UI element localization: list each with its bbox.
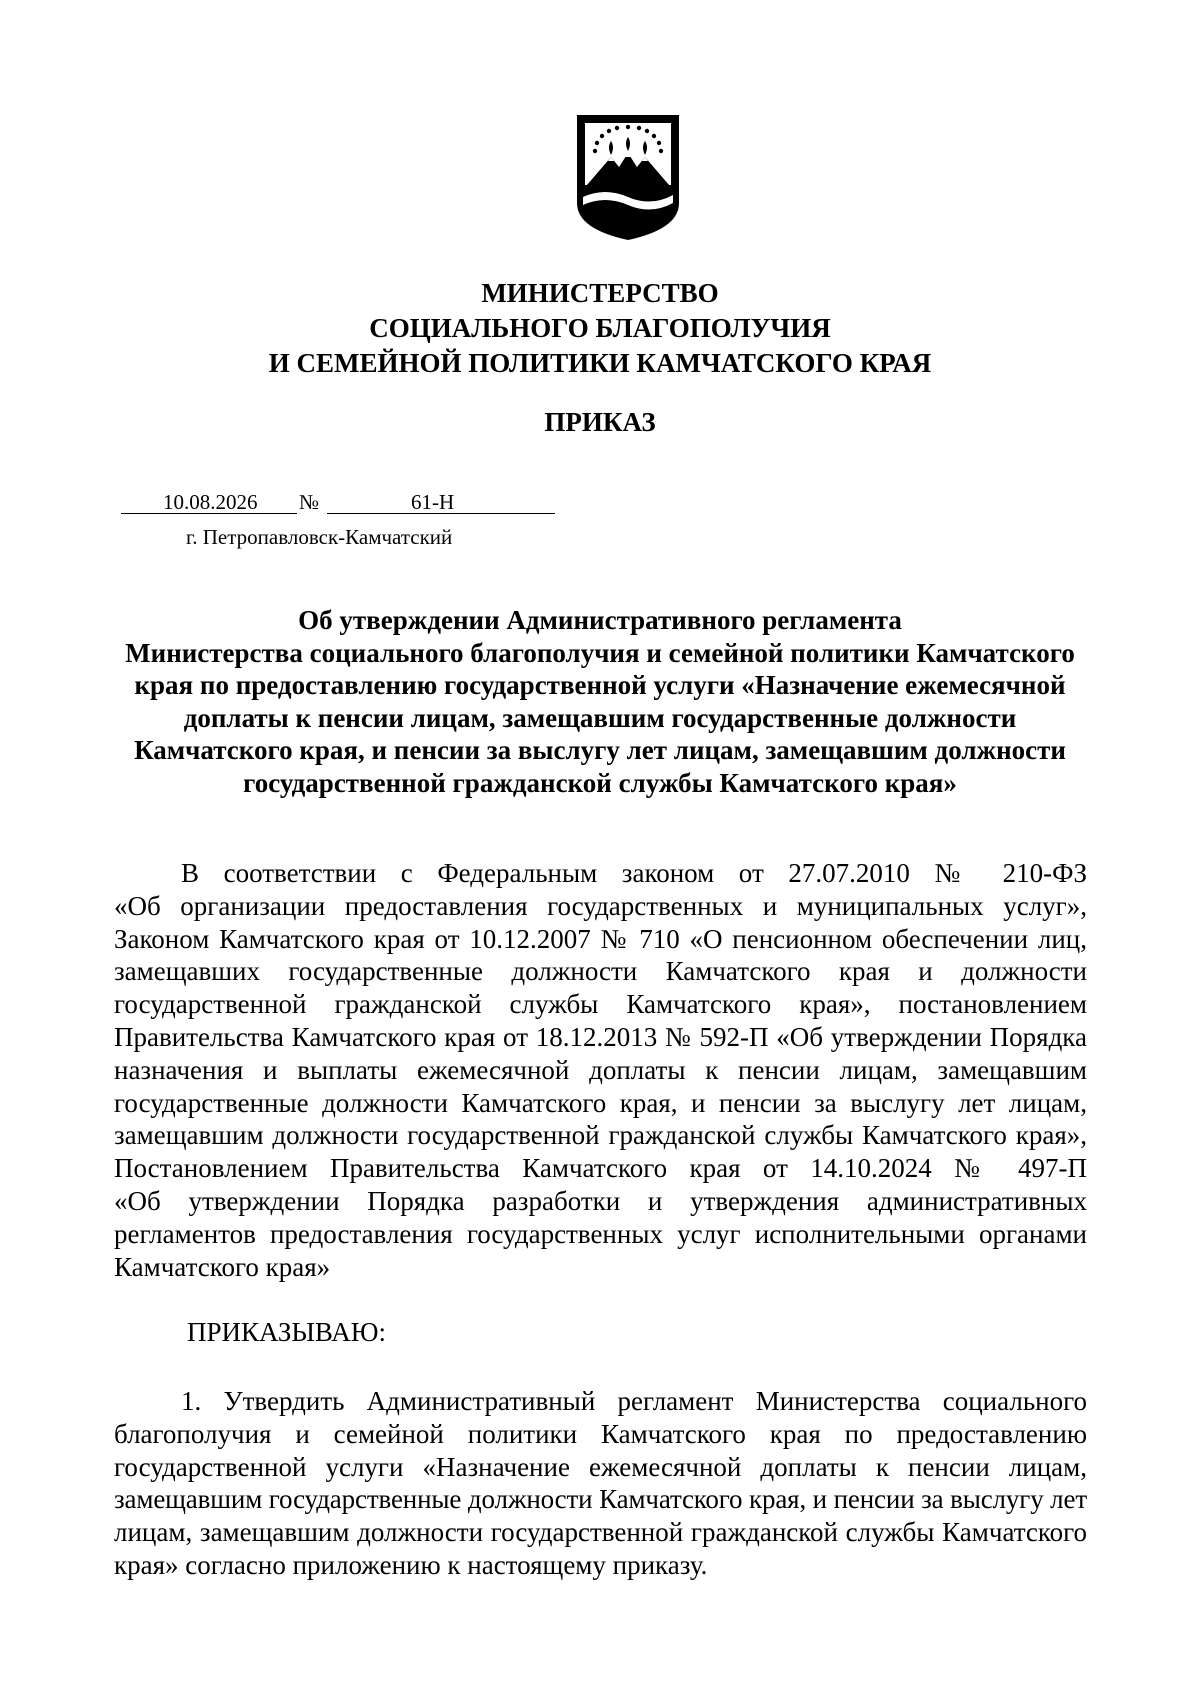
subject-line: Камчатского края, и пенсии за выслугу лет лицам, замещавшим должности [134,735,1066,765]
kamchatka-coat-of-arms-icon [573,111,683,242]
ministry-name [0,276,1200,381]
preamble-paragraph [114,857,1087,1283]
item-line: государственной услуги «Назначение ежемесячной доплаты к пенсии лицам, [114,1451,1087,1482]
number-sign: № [299,490,320,514]
document-subject [110,604,1090,799]
item-line: лицам, замещавшим должности государственной гражданской службы Камчатского [114,1517,1087,1548]
preamble-line: Законом Камчатского края от 10.12.2007 № 710 «О пенсионном обеспечении лиц, [114,923,1087,954]
ministry-name-line-2: СОЦИАЛЬНОГО БЛАГОПОЛУЧИЯ [369,313,831,343]
ministry-name-line-3: И СЕМЕЙНОЙ ПОЛИТИКИ КАМЧАТСКОГО КРАЯ [268,348,932,378]
city: г. Петропавловск-Камчатский [186,525,453,549]
preamble-line: В соответствии с Федеральным законом от 27.07.2010 № 210-ФЗ [181,858,1087,888]
preamble-line: «Об организации предоставления государственных и муниципальных услуг», [114,890,1087,921]
preamble-line: Постановлением Правительства Камчатского края от 14.10.2024 № 497-П [114,1153,1087,1184]
subject-line: края по предоставлению государственной услуги «Назначение ежемесячной [134,670,1066,700]
preamble-line: назначения и выплаты ежемесячной доплаты к пенсии лицам, замещавшим [114,1054,1087,1085]
subject-line: государственной гражданской службы Камчатского края» [243,767,957,798]
order-date: 10.08.2026 [163,490,258,514]
subject-line: доплаты к пенсии лицам, замещавшим государственные должности [183,702,1017,733]
preamble-line: Камчатского края» [114,1251,331,1282]
preamble-line: регламентов предоставления государственных услуг исполнительными органами [114,1218,1087,1249]
subject-line: Министерства социального благополучия и семейной политики Камчатского [125,637,1075,668]
number-underline [327,513,555,514]
preamble-line: «Об утверждении Порядка разработки и утверждения административных [114,1185,1087,1216]
item-line: края» согласно приложению к настоящему приказу. [114,1549,708,1580]
preamble-line: замещавших государственные должности Камчатского края и должности [114,956,1087,987]
document-type: ПРИКАЗ [544,407,656,437]
item-line: замещавшим государственные должности Камчатского края, и пенсии за выслугу лет [114,1484,1087,1515]
order-word: ПРИКАЗЫВАЮ: [187,1317,386,1347]
subject-line: Об утверждении Административного регламента [298,605,902,635]
preamble-line: Правительства Камчатского края от 18.12.2013 № 592-П «Об утверждении Порядка [114,1021,1087,1052]
preamble-line: замещавшим должности государственной гражданской службы Камчатского края», [114,1120,1087,1151]
order-item-1 [114,1385,1087,1582]
item-line: благополучия и семейной политики Камчатского края по предоставлению [114,1418,1087,1449]
ministry-name-line-1: МИНИСТЕРСТВО [481,278,719,308]
date-underline [121,513,297,514]
order-number: 61-Н [411,490,455,514]
preamble-line: государственные должности Камчатского края, и пенсии за выслугу лет лицам, [114,1087,1087,1118]
preamble-line: государственной гражданской службы Камчатского края», постановлением [114,989,1087,1020]
item-line: 1. Утвердить Административный регламент Министерства социального [181,1386,1087,1416]
